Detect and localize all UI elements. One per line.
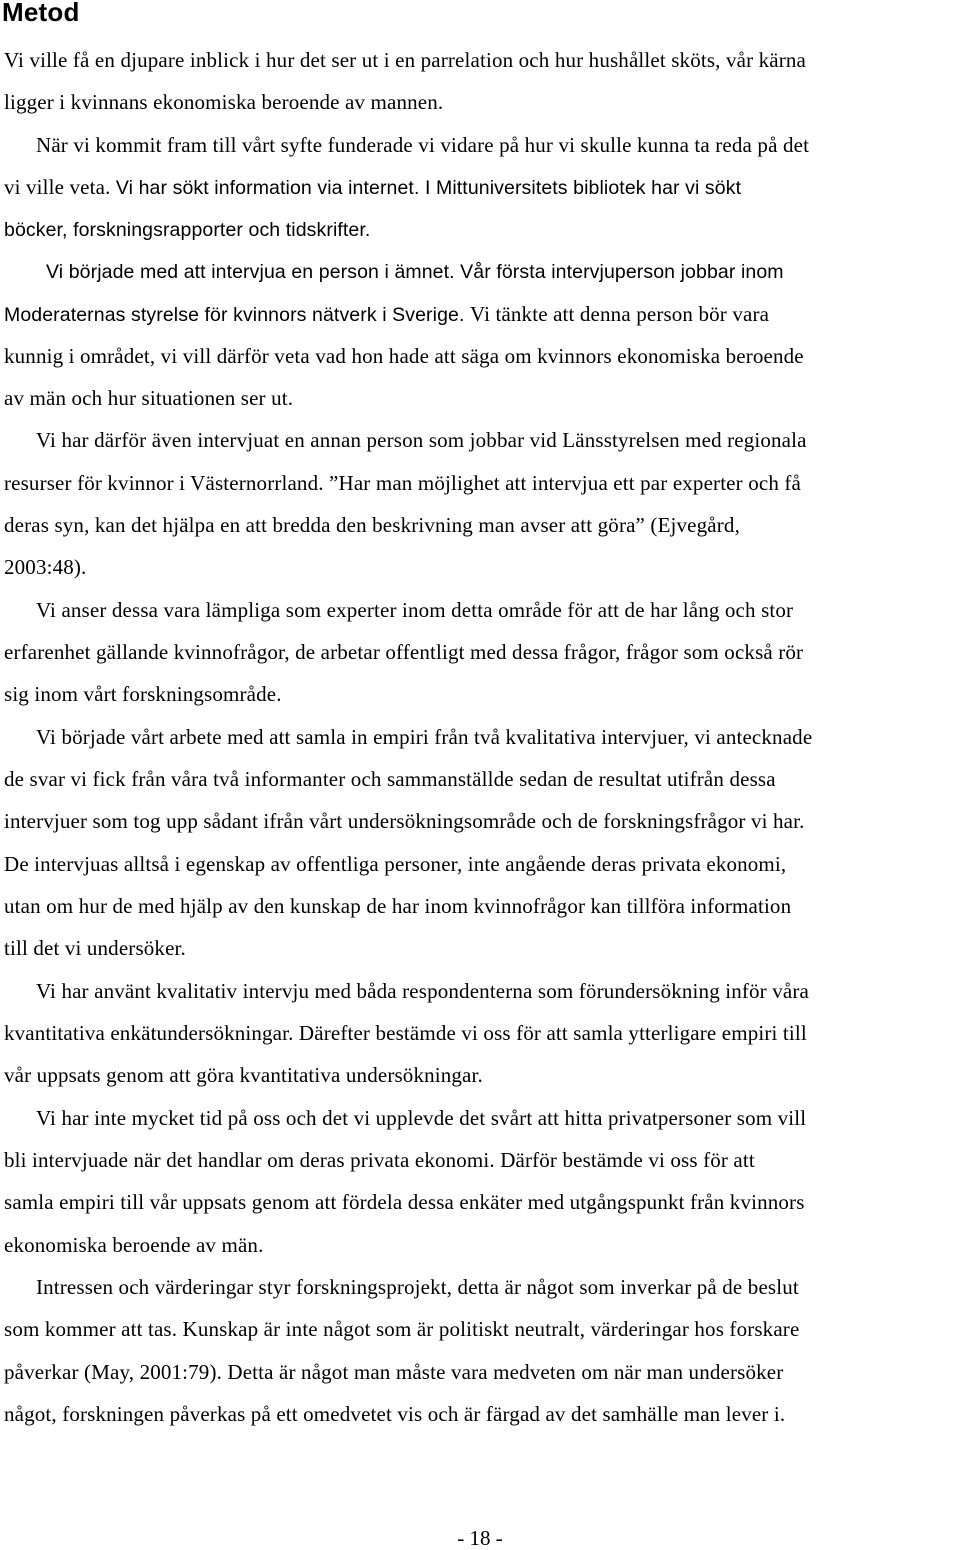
text-line xyxy=(4,1190,805,1214)
text-line xyxy=(4,809,805,833)
text-run: deras syn, kan det hjälpa en att bredda den beskrivning man avser att göra” (Ejvegård, xyxy=(4,513,740,537)
text-line xyxy=(4,90,443,114)
text-run: Vi har därför även intervjuat en annan person som jobbar vid Länsstyrelsen med regionala xyxy=(36,428,807,452)
text-line xyxy=(4,513,740,537)
text-line xyxy=(4,1021,807,1045)
text-line xyxy=(4,555,86,579)
text-run: samla empiri till vår uppsats genom att fördela dessa enkäter med utgångspunkt från kvinnors xyxy=(4,1190,805,1214)
text-line xyxy=(46,259,784,284)
text-line xyxy=(4,217,370,242)
text-run: kunnig i området, vi vill därför veta vad hon hade att säga om kvinnors ekonomiska beroende xyxy=(4,344,804,368)
text-run: Intressen och värderingar styr forskningsprojekt, detta är något som inverkar på de beslut xyxy=(36,1275,799,1299)
text-line xyxy=(4,1402,785,1426)
text-line xyxy=(36,725,812,749)
text-line xyxy=(4,640,803,664)
text-line xyxy=(36,428,807,452)
text-line xyxy=(4,852,786,876)
text-run: av män och hur situationen ser ut. xyxy=(4,386,294,410)
text-run: vår uppsats genom att göra kvantitativa undersökningar. xyxy=(4,1063,483,1087)
text-run: till det vi undersöker. xyxy=(4,936,186,960)
text-run: resurser för kvinnor i Västernorrland. ”Har man möjlighet att intervjua ett par experter och få xyxy=(4,471,801,495)
text-run: påverkar (May, 2001:79). Detta är något man måste vara medveten om när man undersöker xyxy=(4,1360,784,1384)
text-run: Vi ville få en djupare inblick i hur det ser ut i en parrelation och hur hushållet sköts, vår kärna xyxy=(4,48,807,72)
text-run: sig inom vårt forskningsområde. xyxy=(4,682,282,706)
text-run: Vi anser dessa vara lämpliga som experter inom detta område för att de har lång och stor xyxy=(36,598,794,622)
text-run: kvantitativa enkätundersökningar. Därefter bestämde vi oss för att samla ytterligare empiri till xyxy=(4,1021,807,1045)
text-run: Vi tänkte att denna person bör vara xyxy=(470,302,770,326)
text-line xyxy=(4,48,806,72)
text-line xyxy=(4,1233,263,1257)
text-run: intervjuer som tog upp sådant ifrån vårt undersökningsområde och de forskningsfrågor vi har. xyxy=(4,809,805,833)
text-line xyxy=(36,1275,799,1299)
text-line xyxy=(4,894,791,918)
text-line xyxy=(4,1317,799,1341)
text-run: något, forskningen påverkas på ett omedvetet vis och är färgad av det samhälle man lever i. xyxy=(4,1402,786,1426)
text-line xyxy=(4,936,186,960)
text-line xyxy=(4,175,741,200)
text-line xyxy=(4,344,804,368)
text-line xyxy=(4,386,293,410)
text-run: De intervjuas alltså i egenskap av offentliga personer, inte angående deras privata ekonomi, xyxy=(4,852,787,876)
text-line xyxy=(4,767,776,791)
text-line xyxy=(36,598,793,622)
text-run: som kommer att tas. Kunskap är inte något som är politiskt neutralt, värderingar hos forskare xyxy=(4,1317,800,1341)
text-run: erfarenhet gällande kvinnofrågor, de arbetar offentligt med dessa frågor, frågor som också rör xyxy=(4,640,804,664)
text-line xyxy=(36,979,809,1003)
text-run: ekonomiska beroende av män. xyxy=(4,1233,264,1257)
section-heading: Metod xyxy=(2,0,80,27)
text-run: de svar vi fick från våra två informanter och sammanställde sedan de resultat utifrån dessa xyxy=(4,767,776,791)
text-run: Vi har inte mycket tid på oss och det vi upplevde det svårt att hitta privatpersoner som vill xyxy=(36,1106,807,1130)
text-line xyxy=(4,471,801,495)
text-run: Vi har sökt information via internet. I Mittuniversitets bibliotek har vi sökt xyxy=(115,177,742,199)
text-run: 2003:48). xyxy=(4,555,87,579)
text-run: böcker, forskningsrapporter och tidskrifter. xyxy=(4,219,371,241)
text-line xyxy=(4,1360,783,1384)
text-run: Vi började vårt arbete med att samla in empiri från två kvalitativa intervjuer, vi antecknade xyxy=(36,725,813,749)
text-line xyxy=(4,1148,755,1172)
text-line xyxy=(4,1063,483,1087)
text-run: Moderaternas styrelse för kvinnors nätverk i Sverige. xyxy=(4,304,471,326)
text-run: Vi började med att intervjua en person i ämnet. Vår första intervjuperson jobbar inom xyxy=(46,261,784,283)
text-line xyxy=(4,682,282,706)
text-run: När vi kommit fram till vårt syfte funderade vi vidare på hur vi skulle kunna ta reda på det xyxy=(36,133,810,157)
text-run: ligger i kvinnans ekonomiska beroende av mannen. xyxy=(4,90,444,114)
text-run: utan om hur de med hjälp av den kunskap de har inom kvinnofrågor kan tillföra information xyxy=(4,894,792,918)
text-run: Vi har använt kvalitativ intervju med båda respondenterna som förundersökning inför våra xyxy=(36,979,809,1003)
text-run: bli intervjuade när det handlar om deras privata ekonomi. Därför bestämde vi oss för att xyxy=(4,1148,755,1172)
text-run: vi ville veta. xyxy=(4,175,116,199)
text-line xyxy=(4,302,769,327)
text-line xyxy=(36,1106,806,1130)
text-line xyxy=(36,133,809,157)
page-number: - 18 - xyxy=(457,1526,503,1550)
